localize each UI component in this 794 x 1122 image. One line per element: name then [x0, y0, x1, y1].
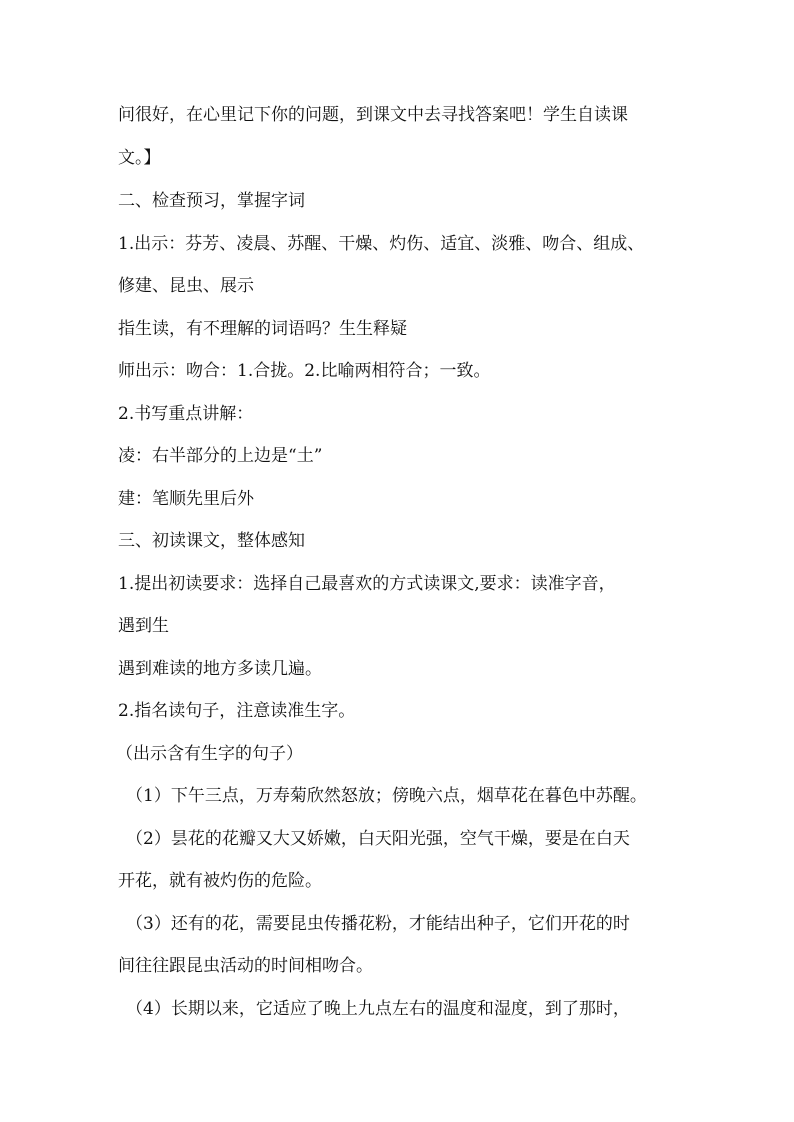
- text-line: 遇到难读的地方多读几遍。: [118, 659, 322, 679]
- text-line: 师出示：吻合：1.合拢。2.比喻两相符合；一致。: [118, 361, 491, 381]
- text-line: 建：笔顺先里后外: [118, 489, 254, 509]
- text-line: 1.提出初读要求：选择自己最喜欢的方式读课文,要求：读准字音，: [118, 574, 616, 594]
- text-line: 修建、昆虫、展示: [118, 276, 254, 296]
- sentence-item: （1）下午三点，万寿菊欣然怒放；傍晚六点，烟草花在暮色中苏醒。: [126, 786, 647, 806]
- text-line: （出示含有生字的句子）: [116, 744, 303, 764]
- text-line: 凌：右半部分的上边是“土”: [118, 446, 323, 466]
- text-line: 2.书写重点讲解：: [118, 404, 254, 424]
- text-line: 指生读，有不理解的词语吗？生生释疑: [118, 319, 407, 339]
- section-heading: 二、检查预习，掌握字词: [118, 191, 305, 211]
- sentence-item: （2）昙花的花瓣又大又娇嫩，白天阳光强，空气干燥，要是在白天: [126, 829, 630, 849]
- text-line: 问很好，在心里记下你的问题，到课文中去寻找答案吧！学生自读课: [118, 105, 628, 125]
- text-line: 1.出示：芬芳、凌晨、苏醒、干燥、灼伤、适宜、淡雅、吻合、组成、: [118, 234, 645, 254]
- text-line: 间往往跟昆虫活动的时间相吻合。: [118, 956, 373, 976]
- text-line: 开花，就有被灼伤的危险。: [118, 871, 322, 891]
- text-line: 2.指名读句子，注意读准生字。: [118, 701, 356, 721]
- sentence-item: （3）还有的花，需要昆虫传播花粉，才能结出种子，它们开花的时: [126, 914, 630, 934]
- text-line: 文。】: [118, 148, 161, 168]
- section-heading: 三、初读课文，整体感知: [118, 531, 305, 551]
- sentence-item: （4）长期以来，它适应了晚上九点左右的温度和湿度，到了那时，: [126, 999, 630, 1019]
- text-line: 遇到生: [118, 616, 169, 636]
